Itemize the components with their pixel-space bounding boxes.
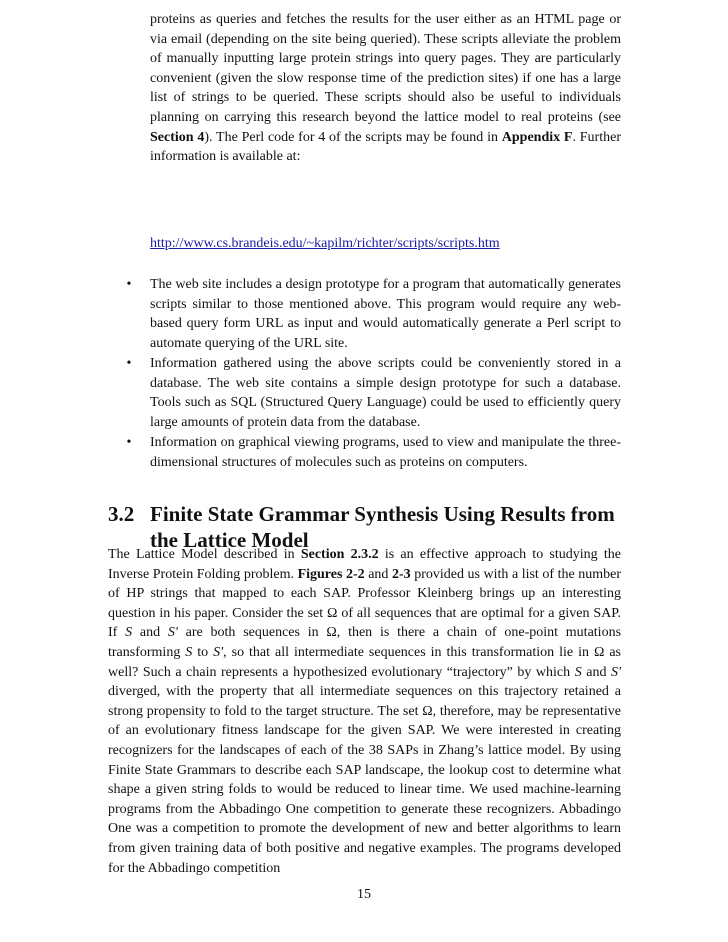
body-text: and — [581, 664, 612, 680]
figure-2-3-reference: 2-3 — [391, 566, 411, 582]
intro-text-2: ). The Perl code for 4 of the scripts may be found in — [204, 129, 502, 145]
bullet-text-3: Information on graphical viewing programs, used to view and manipulate the three-dimensional structures of molecules such as proteins on computers. — [150, 435, 621, 470]
italic-s: S — [574, 664, 582, 680]
intro-text-3: . Further information is available at: — [150, 129, 621, 165]
section-title: Finite State Grammar Synthesis Using Results from the Lattice Model — [150, 502, 615, 553]
italic-s: S — [185, 644, 193, 660]
page-number: 15 — [357, 887, 371, 902]
body-text: and — [364, 566, 392, 582]
section-number: 3.2 — [108, 502, 135, 527]
bullet-text-1: The web site includes a design prototype for a program that automatically generates scripts similar to those mentioned above. This program would require any web-based query form URL as input and would automatically generate a Perl script to automate querying of the URL site. — [150, 277, 621, 351]
section-2-3-2-reference: Section 2.3.2 — [300, 547, 379, 562]
intro-text-1: proteins as queries and fetches the results for the user either as an HTML page or via email (depending on the site being queried). These scripts alleviate the problem of manually inputting large protein strings into query pages. They are particularly convenient (given the slow response time of the prediction sites) if one has a large list of strings to be queried. These scripts should also be useful to individuals planning on carrying this research beyond the lattice model to real proteins (see — [150, 12, 621, 125]
body-text: and — [132, 625, 168, 641]
section-4-reference: Section 4 — [150, 129, 205, 145]
italic-s-prime: S' — [213, 644, 224, 660]
body-text: to — [192, 644, 214, 660]
italic-s-prime: S' — [611, 664, 622, 680]
scripts-url-link[interactable]: http://www.cs.brandeis.edu/~kapilm/richter/scripts/scripts.htm — [150, 236, 500, 251]
body-text: provided us with a list of the number of HP strings that mapped to each SAP. Professor Kleinberg brings up an interesting question in his paper. Consider the set Ω of all sequences that are optimal for a given SAP. If — [108, 566, 622, 641]
intro-paragraph — [150, 10, 621, 167]
bullet-text-2: Information gathered using the above scripts could be conveniently stored in a database. The web site contains a simple design prototype for such a database. Tools such as SQL (Structured Query Language) could be used to efficiently query large amounts of protein data from the database. — [150, 356, 621, 430]
italic-s-prime: S' — [167, 625, 178, 641]
bullet-icon: • — [126, 356, 132, 371]
bullet-icon: • — [126, 277, 132, 292]
body-text: , so that all intermediate sequences in this transformation lie in Ω as well? Such a chain represents a hypothesized evolutionary “trajectory” by which — [108, 644, 621, 680]
appendix-f-reference: Appendix F — [501, 129, 573, 145]
body-text: are both sequences in Ω, then is there a chain of one-point mutations transforming — [108, 625, 622, 660]
body-text: diverged, with the property that all intermediate sequences on this trajectory retained a strong propensity to fold to the target structure. The set Ω, therefore, may be representative of an evolutionary fitness landscape for the given SAP. We were interested in creating recognizers for the landscapes of each of the 38 SAPs in Zhang’s lattice model. By using Finite State Grammars to describe each SAP landscape, the lookup cost to determine what shape a given string folds to would be reduced to linear time. We used machine-learning programs from the Abbadingo One competition to generate these recognizers. Abbadingo One was a competition to promote the development of new and better algorithms to learn from given training data of both positive and negative examples. The programs developed for the Abbadingo competition — [108, 684, 621, 876]
body-text: The Lattice Model described in — [108, 547, 301, 562]
bullet-icon: • — [126, 435, 132, 450]
italic-s: S — [125, 625, 133, 641]
body-paragraph — [108, 545, 621, 878]
figures-2-2-reference: Figures 2-2 — [297, 566, 365, 582]
body-text: is an effective approach to studying the Inverse Protein Folding problem. — [108, 547, 621, 582]
